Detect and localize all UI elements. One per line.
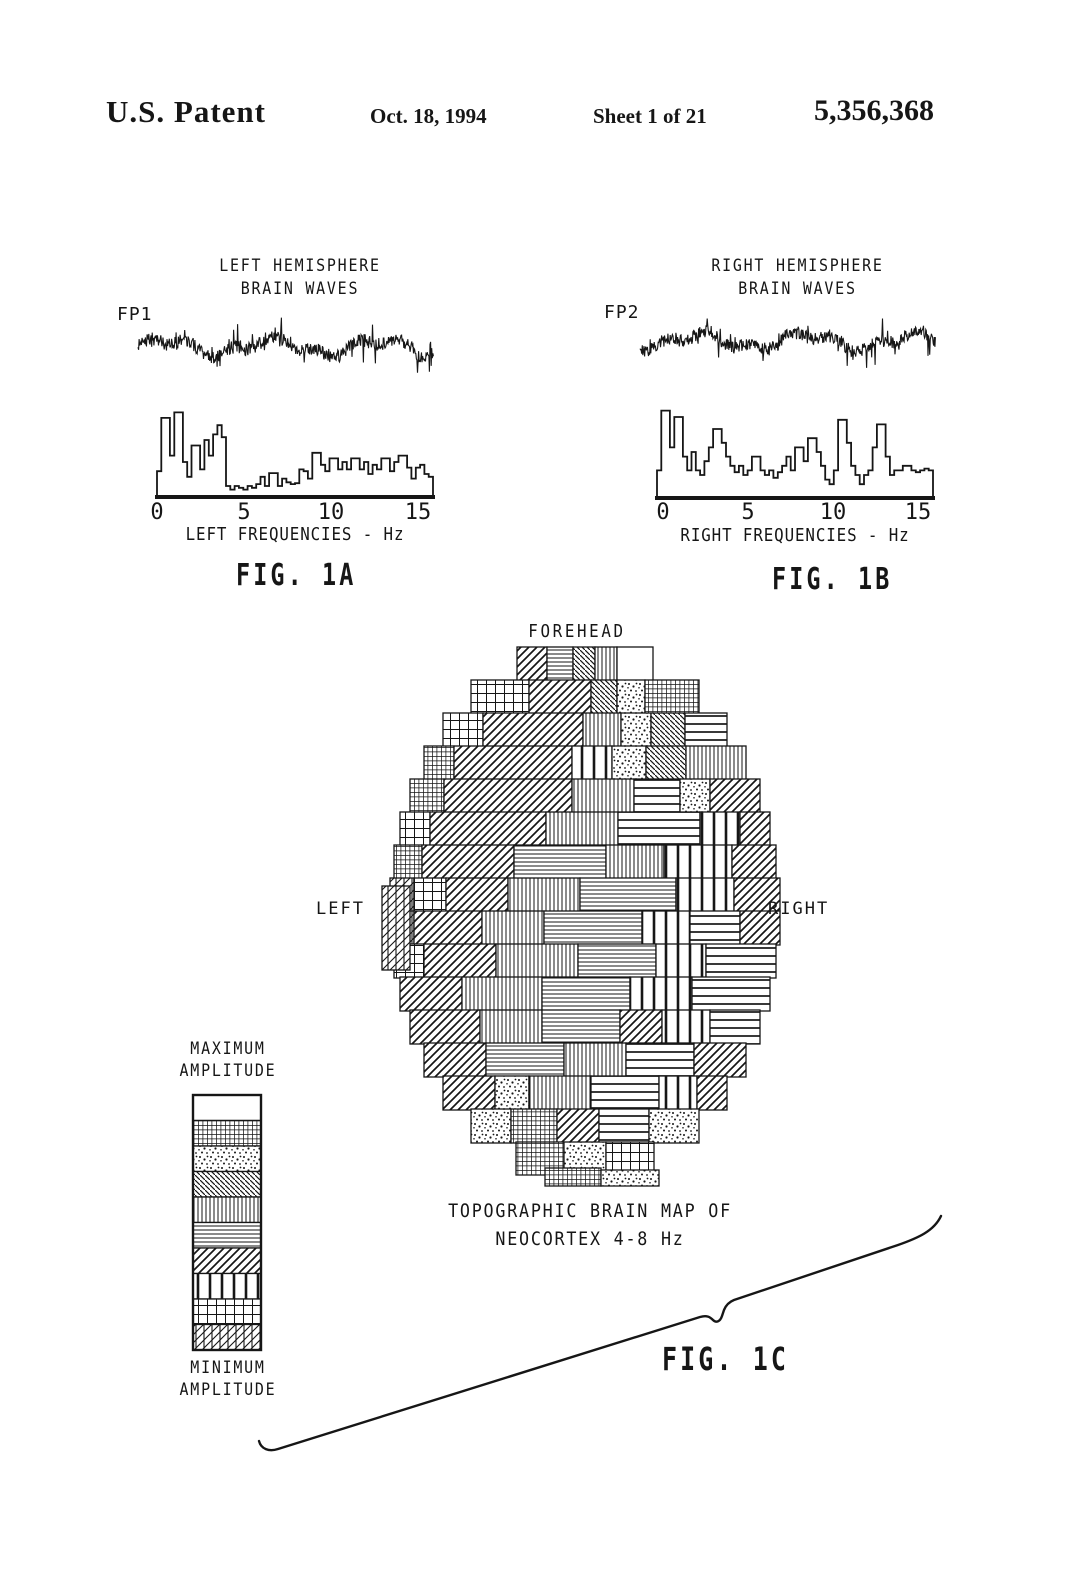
brain-map-tile [482,911,544,945]
fig1c-caption: FIG. 1C [662,1340,790,1378]
left-frequency-spectrum [155,412,435,497]
brain-map-tile [564,1043,626,1077]
brain-map-tile [422,845,514,879]
brain-map-tile [462,977,542,1011]
amplitude-legend-bar [193,1095,261,1350]
legend-min-label-line1: MINIMUM [190,1358,266,1378]
legend-segment-d1 [193,1248,261,1274]
brain-map-tile [542,977,630,1011]
brain-map-tile [508,878,580,912]
brain-map-tile [620,1010,662,1044]
brain-map-tile [545,1168,601,1186]
brain-map-tile [601,1170,659,1186]
brain-map-tile [480,1010,542,1044]
brain-map-tile [617,680,645,714]
fig1a-caption: FIG. 1A [236,558,357,593]
brain-map-tile [414,911,482,945]
brain-map-tile [583,713,621,747]
legend-max-label-line1: MAXIMUM [190,1039,266,1059]
legend-max-label-line2: AMPLITUDE [179,1061,277,1081]
fig1b-tick-5: 5 [741,500,755,525]
brain-map-tile [686,746,746,780]
brain-map-tile [649,1109,699,1143]
brain-map-tile [599,1109,649,1143]
fig1a-tick-10: 10 [317,500,345,525]
brain-map-tile [542,1010,620,1044]
brain-map-tile [517,647,547,681]
legend-min-label-line2: AMPLITUDE [179,1380,277,1400]
brain-map-tile [573,647,595,681]
brain-map-tile [471,680,529,714]
fig1b-electrode-label: FP2 [604,302,640,323]
brain-map-tile [656,944,706,978]
brain-map-tile [394,845,422,879]
fig1c-caption-line2: NEOCORTEX 4-8 Hz [495,1228,685,1250]
brain-map-tile [443,1076,495,1110]
brain-map-tile [642,911,690,945]
brain-map-tile [496,944,578,978]
brain-map-tile [634,779,680,813]
fig1c-caption-line1: TOPOGRAPHIC BRAIN MAP OF [448,1200,732,1222]
fig1b-xaxis-label: RIGHT FREQUENCIES - Hz [680,525,910,546]
fig1c-left-label: LEFT [316,899,365,919]
legend-segment-xh [193,1121,261,1147]
brain-map-tile [446,878,508,912]
brain-map-tile [710,779,760,813]
brain-map-tile [692,977,770,1011]
brain-map-tile [659,1076,697,1110]
fig1a-electrode-label: FP1 [117,304,153,325]
brain-map-tile [618,812,700,846]
brain-map-tile [700,812,740,846]
brain-map-tile [454,746,572,780]
brain-map-tile [557,1109,599,1143]
legend-segment-gr [193,1299,261,1325]
fp1-eeg-trace [138,318,433,373]
legend-segment-h1 [193,1223,261,1249]
fig1a-title-line1: LEFT HEMISPHERE [219,256,381,276]
brain-map-tile [580,878,676,912]
brain-map-tile [680,779,710,813]
fig1b-title-line1: RIGHT HEMISPHERE [711,256,884,276]
brain-map-tile [645,680,699,714]
brain-map-tile [529,1076,591,1110]
fp2-eeg-trace [640,319,935,368]
brain-map-tile [572,779,634,813]
brain-map-tile [382,886,410,970]
brain-map-tile [690,911,740,945]
brain-map-tile [591,1076,659,1110]
brain-map-tile [651,713,685,747]
brain-map-tile [443,713,483,747]
legend-segment-st [193,1146,261,1172]
fig1a-tick-0: 0 [150,500,164,525]
legend-segment-wh [193,1095,261,1121]
fig1a-xaxis-label: LEFT FREQUENCIES - Hz [185,524,405,545]
brain-map-tile [606,845,664,879]
fig1b-tick-15: 15 [904,500,932,525]
brain-map-tile [626,1043,694,1077]
brain-map-tile [424,944,496,978]
legend-segment-v1 [193,1197,261,1223]
brain-map-tile [662,1010,710,1044]
brain-map-tile [732,845,776,879]
brain-map-tile [621,713,651,747]
brain-map-tile [529,680,591,714]
right-frequency-spectrum [655,411,935,498]
patent-number: 5,356,368 [814,94,934,127]
brain-map-tile [400,977,462,1011]
brain-map-tile [424,746,454,780]
fig1c-right-label: RIGHT [768,899,830,919]
fig1c-forehead-label: FOREHEAD [528,621,626,642]
brain-map-tile [630,977,692,1011]
legend-segment-v2 [193,1274,261,1300]
brain-map-tile [697,1076,727,1110]
fig1a-tick-5: 5 [237,500,251,525]
brain-map-tile [578,944,656,978]
brain-map-tile [495,1076,529,1110]
brain-map-tile [740,812,770,846]
brain-map-tile [591,680,617,714]
topographic-brain-map [382,647,780,1186]
brain-map-tile [511,1109,557,1143]
figure-1c-brace [259,1216,941,1450]
brain-map-tile [410,779,444,813]
brain-map-tile [646,746,686,780]
brain-map-tile [430,812,546,846]
brain-map-tile [410,1010,480,1044]
brain-map-tile [595,647,617,681]
patent-date: Oct. 18, 1994 [370,104,487,128]
fig1b-tick-0: 0 [656,500,670,525]
brain-map-tile [483,713,583,747]
brain-map-tile [424,1043,486,1077]
brain-map-tile [444,779,572,813]
brain-map-tile [676,878,734,912]
brain-map-tile [710,1010,760,1044]
fig1b-title-line2: BRAIN WAVES [738,279,857,299]
brain-map-tile [617,647,653,681]
brain-map-tile [400,812,430,846]
brain-map-tile [547,647,573,681]
brain-map-tile [685,713,727,747]
legend-segment-b1 [193,1172,261,1198]
fig1b-tick-10: 10 [819,500,847,525]
legend-segment-dx [193,1325,261,1351]
brain-map-tile [486,1043,564,1077]
brain-map-tile [706,944,776,978]
sheet-number: Sheet 1 of 21 [593,104,707,128]
patent-header-title: U.S. Patent [106,94,266,129]
brain-map-tile [572,746,612,780]
brain-map-tile [694,1043,746,1077]
brain-map-tile [612,746,646,780]
fig1a-title-line2: BRAIN WAVES [240,279,360,299]
brain-map-tile [664,845,732,879]
brain-map-tile [546,812,618,846]
fig1b-caption: FIG. 1B [772,562,893,597]
fig1a-tick-15: 15 [404,500,432,525]
brain-map-tile [471,1109,511,1143]
brain-map-tile [414,878,446,912]
brain-map-tile [544,911,642,945]
brain-map-tile [514,845,606,879]
